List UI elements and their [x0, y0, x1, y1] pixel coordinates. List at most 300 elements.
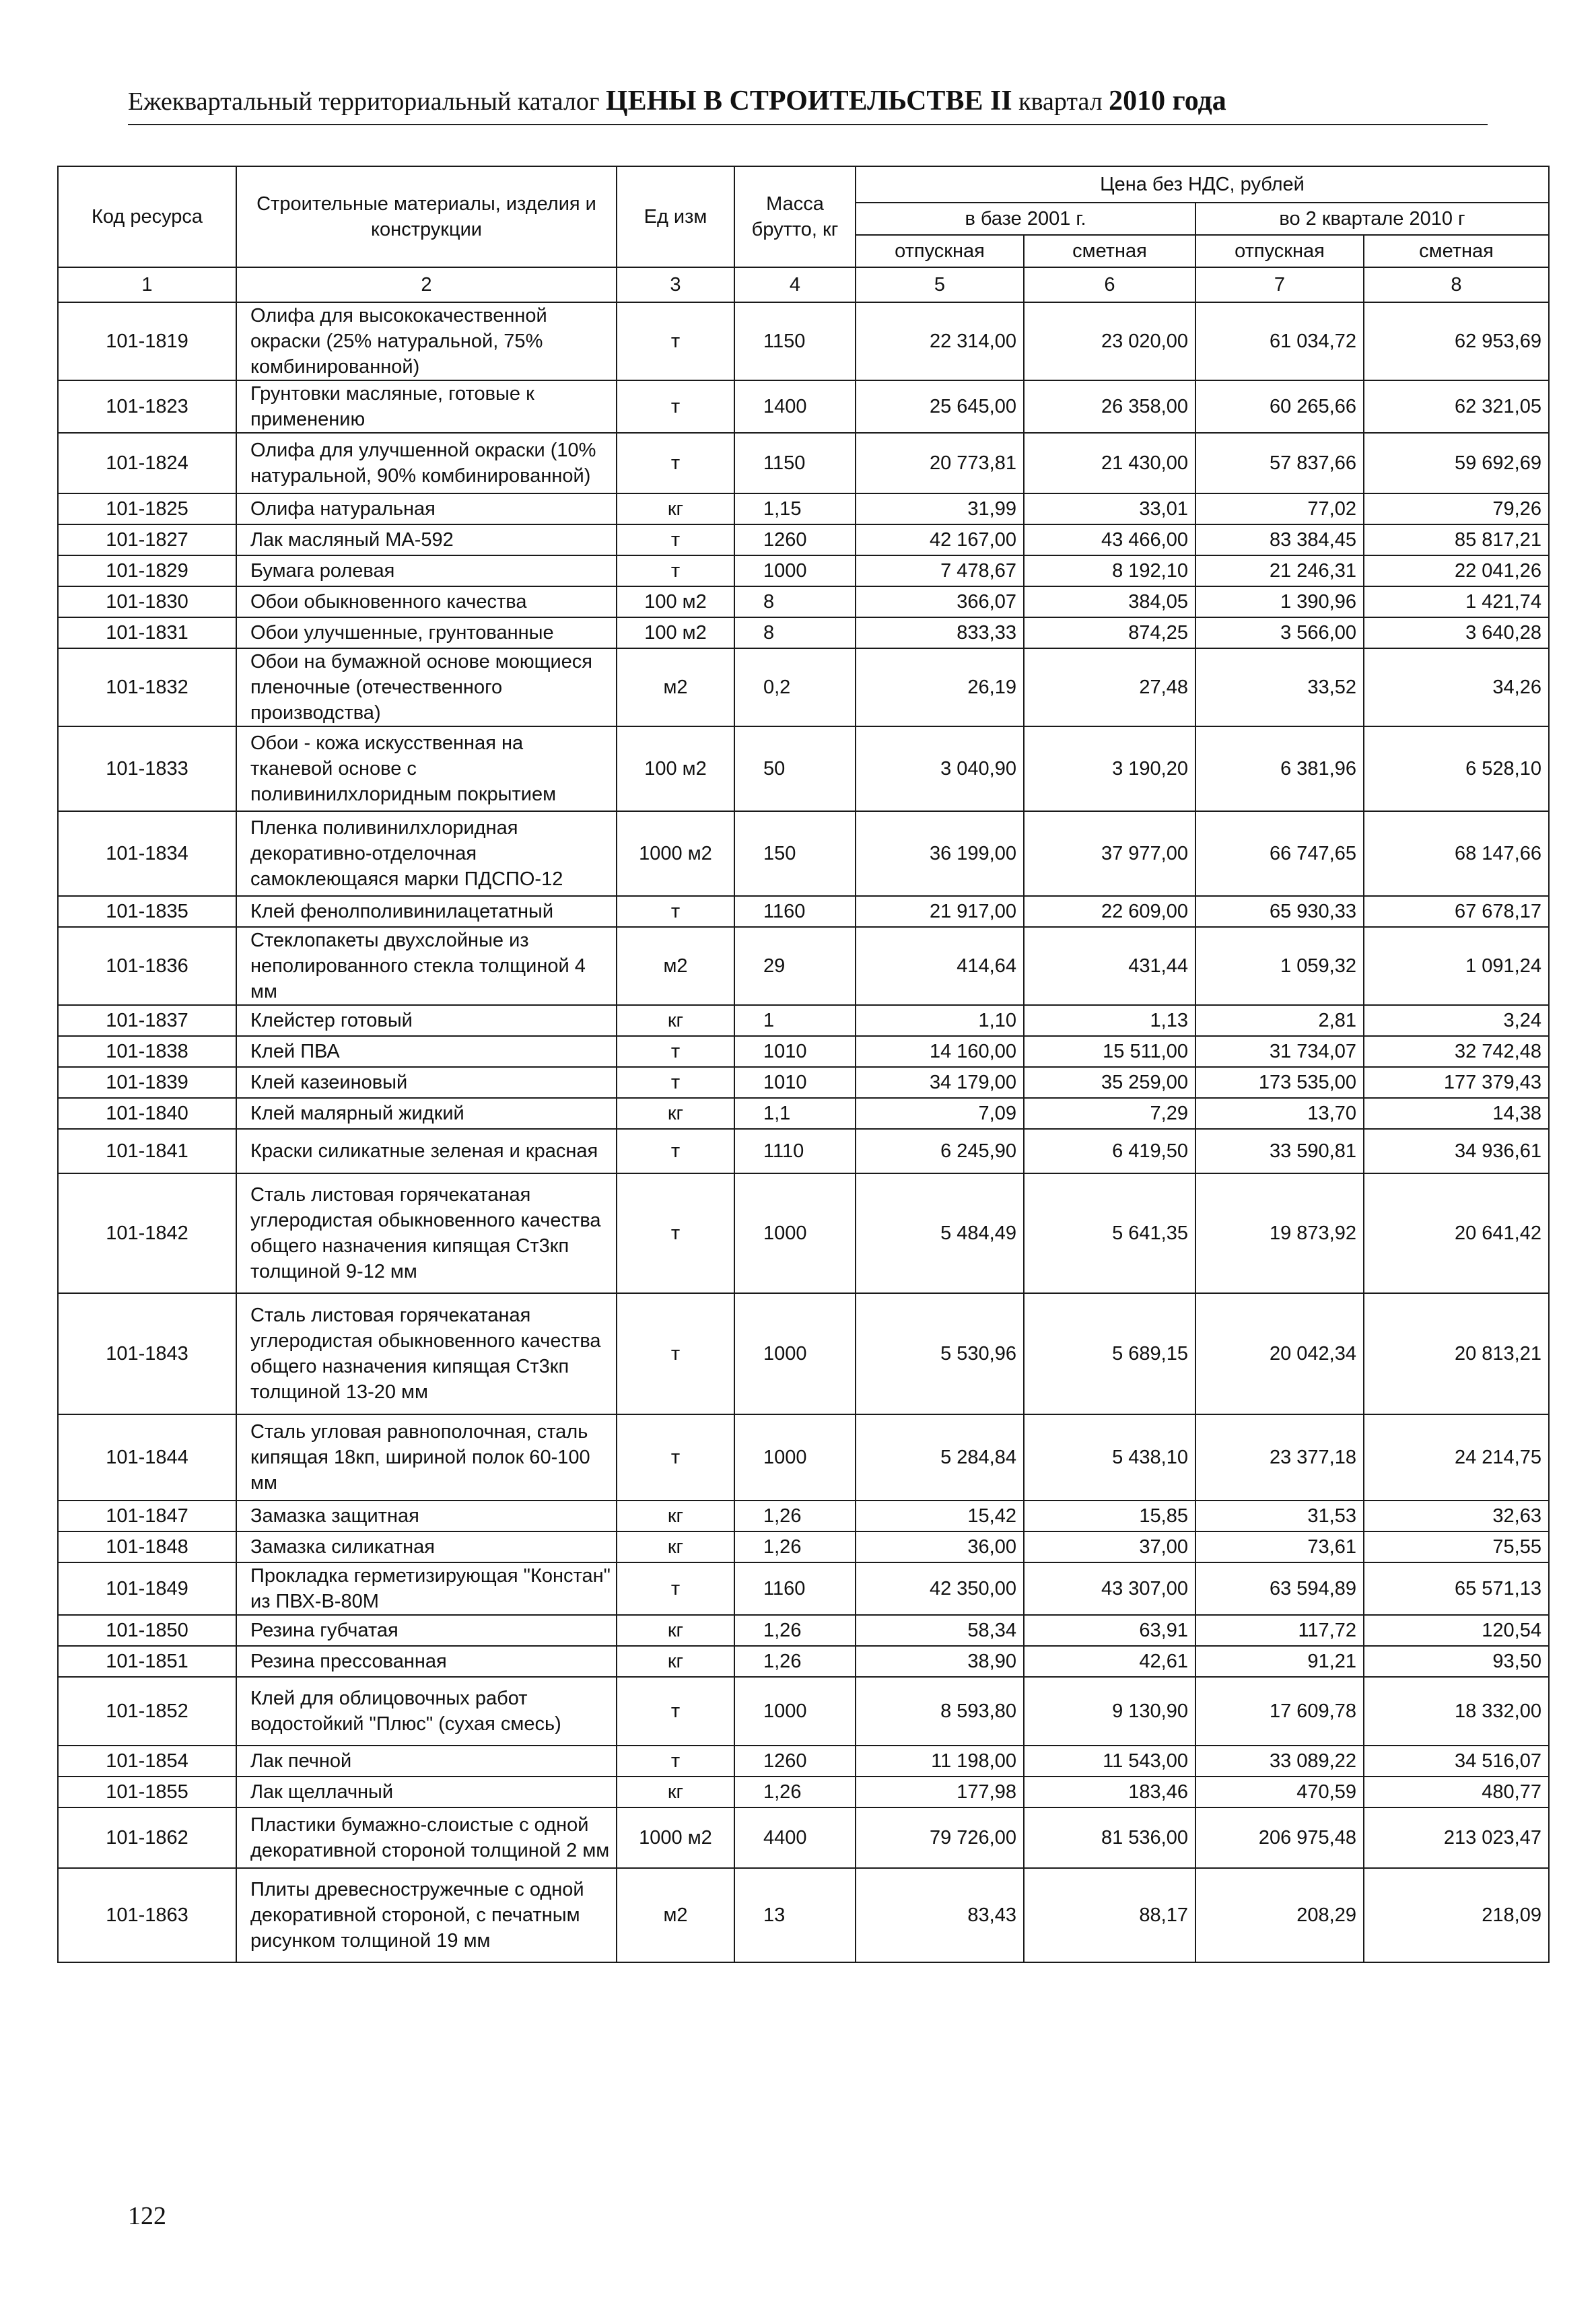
table-row [58, 524, 1549, 555]
row-material-name: Обои обыкновенного качества [236, 586, 617, 617]
table-row [58, 1005, 1549, 1036]
row-price-wholesale-2010: 206 975,48 [1195, 1807, 1364, 1868]
row-code: 101-1831 [58, 617, 236, 648]
row-price-wholesale-2010: 20 042,34 [1195, 1293, 1364, 1414]
row-price-estimate-2001: 42,61 [1024, 1646, 1195, 1677]
row-price-wholesale-2010: 1 059,32 [1195, 927, 1364, 1005]
row-unit: т [617, 896, 734, 927]
row-code: 101-1839 [58, 1067, 236, 1098]
row-unit: т [617, 1129, 734, 1173]
column-number: 7 [1195, 267, 1364, 302]
row-unit: т [617, 524, 734, 555]
row-mass: 1260 [734, 1746, 856, 1777]
row-price-wholesale-2010: 208,29 [1195, 1868, 1364, 1962]
row-price-wholesale-2001: 20 773,81 [856, 433, 1024, 493]
row-price-estimate-2001: 431,44 [1024, 927, 1195, 1005]
row-code: 101-1855 [58, 1777, 236, 1807]
col-header-unit: Ед изм [617, 166, 734, 267]
row-price-estimate-2001: 33,01 [1024, 493, 1195, 524]
row-code: 101-1854 [58, 1746, 236, 1777]
row-mass: 1150 [734, 302, 856, 380]
header-plain-text: Ежеквартальный территориальный каталог [128, 88, 600, 116]
column-number: 5 [856, 267, 1024, 302]
row-unit: 1000 м2 [617, 811, 734, 896]
row-price-estimate-2001: 5 438,10 [1024, 1414, 1195, 1501]
col-header-price-group: Цена без НДС, рублей [856, 166, 1549, 203]
table-row [58, 1677, 1549, 1746]
row-mass: 8 [734, 586, 856, 617]
row-material-name: Замазка силикатная [236, 1531, 617, 1562]
row-price-wholesale-2001: 11 198,00 [856, 1746, 1024, 1777]
row-unit: т [617, 1293, 734, 1414]
row-mass: 150 [734, 811, 856, 896]
column-number-row [58, 267, 1549, 302]
row-price-wholesale-2010: 1 390,96 [1195, 586, 1364, 617]
row-unit: м2 [617, 927, 734, 1005]
row-price-wholesale-2010: 6 381,96 [1195, 726, 1364, 811]
row-price-wholesale-2001: 38,90 [856, 1646, 1024, 1677]
row-price-wholesale-2001: 177,98 [856, 1777, 1024, 1807]
row-price-estimate-2010: 75,55 [1364, 1531, 1549, 1562]
row-price-wholesale-2010: 61 034,72 [1195, 302, 1364, 380]
table-row [58, 1777, 1549, 1807]
row-price-wholesale-2010: 63 594,89 [1195, 1562, 1364, 1615]
row-material-name: Плиты древесностружечные с одной декоративной стороной, с печатным рисунком толщиной 19 мм [236, 1868, 617, 1962]
row-material-name: Клей казеиновый [236, 1067, 617, 1098]
table-row [58, 555, 1549, 586]
row-code: 101-1834 [58, 811, 236, 896]
row-price-wholesale-2001: 414,64 [856, 927, 1024, 1005]
row-price-estimate-2001: 35 259,00 [1024, 1067, 1195, 1098]
row-price-wholesale-2010: 17 609,78 [1195, 1677, 1364, 1746]
row-material-name: Клейстер готовый [236, 1005, 617, 1036]
table-row [58, 1129, 1549, 1173]
row-material-name: Замазка защитная [236, 1501, 617, 1531]
row-price-estimate-2001: 1,13 [1024, 1005, 1195, 1036]
row-price-estimate-2010: 22 041,26 [1364, 555, 1549, 586]
row-price-wholesale-2001: 58,34 [856, 1615, 1024, 1646]
table-row [58, 617, 1549, 648]
row-price-wholesale-2001: 25 645,00 [856, 380, 1024, 433]
row-material-name: Обои на бумажной основе моющиеся пленочные (отечественного производства) [236, 648, 617, 726]
row-material-name: Сталь угловая равнополочная, сталь кипящая 18кп, шириной полок 60-100 мм [236, 1414, 617, 1501]
page-number: 122 [128, 2202, 166, 2230]
row-price-wholesale-2001: 5 484,49 [856, 1173, 1024, 1293]
row-code: 101-1849 [58, 1562, 236, 1615]
row-price-wholesale-2001: 34 179,00 [856, 1067, 1024, 1098]
row-price-estimate-2010: 120,54 [1364, 1615, 1549, 1646]
table-row [58, 726, 1549, 811]
row-material-name: Стеклопакеты двухслойные из неполированного стекла толщиной 4 мм [236, 927, 617, 1005]
row-price-estimate-2010: 32,63 [1364, 1501, 1549, 1531]
row-price-wholesale-2010: 33 590,81 [1195, 1129, 1364, 1173]
row-code: 101-1862 [58, 1807, 236, 1868]
row-price-estimate-2001: 15,85 [1024, 1501, 1195, 1531]
row-unit: 1000 м2 [617, 1807, 734, 1868]
row-mass: 1010 [734, 1036, 856, 1067]
row-code: 101-1847 [58, 1501, 236, 1531]
row-price-estimate-2010: 18 332,00 [1364, 1677, 1549, 1746]
row-unit: кг [617, 1531, 734, 1562]
row-code: 101-1827 [58, 524, 236, 555]
table-row [58, 1807, 1549, 1868]
row-code: 101-1833 [58, 726, 236, 811]
row-code: 101-1850 [58, 1615, 236, 1646]
row-price-wholesale-2010: 3 566,00 [1195, 617, 1364, 648]
row-price-wholesale-2010: 57 837,66 [1195, 433, 1364, 493]
row-code: 101-1832 [58, 648, 236, 726]
row-price-estimate-2010: 65 571,13 [1364, 1562, 1549, 1615]
table-row [58, 811, 1549, 896]
row-material-name: Прокладка герметизирующая "Констан" из ПВХ-В-80М [236, 1562, 617, 1615]
row-mass: 1400 [734, 380, 856, 433]
row-material-name: Краски силикатные зеленая и красная [236, 1129, 617, 1173]
row-code: 101-1840 [58, 1098, 236, 1129]
row-material-name: Пленка поливинилхлоридная декоративно-отделочная самоклеющаяся марки ПДСПО-12 [236, 811, 617, 896]
row-mass: 1260 [734, 524, 856, 555]
table-row [58, 1615, 1549, 1646]
col-header-estimate-2001: сметная [1024, 235, 1195, 267]
row-price-wholesale-2001: 22 314,00 [856, 302, 1024, 380]
row-code: 101-1851 [58, 1646, 236, 1677]
row-price-wholesale-2010: 65 930,33 [1195, 896, 1364, 927]
row-unit: кг [617, 1098, 734, 1129]
row-price-estimate-2010: 79,26 [1364, 493, 1549, 524]
row-price-wholesale-2001: 83,43 [856, 1868, 1024, 1962]
row-unit: кг [617, 1646, 734, 1677]
table-row [58, 648, 1549, 726]
row-unit: м2 [617, 1868, 734, 1962]
row-price-wholesale-2010: 33,52 [1195, 648, 1364, 726]
row-code: 101-1844 [58, 1414, 236, 1501]
table-row [58, 896, 1549, 927]
row-mass: 1,26 [734, 1531, 856, 1562]
column-number: 4 [734, 267, 856, 302]
row-price-estimate-2001: 5 641,35 [1024, 1173, 1195, 1293]
table-row [58, 1414, 1549, 1501]
row-code: 101-1863 [58, 1868, 236, 1962]
row-price-wholesale-2001: 8 593,80 [856, 1677, 1024, 1746]
row-price-estimate-2001: 88,17 [1024, 1868, 1195, 1962]
row-price-estimate-2001: 26 358,00 [1024, 380, 1195, 433]
col-header-mass: Масса брутто, кг [734, 166, 856, 267]
row-code: 101-1848 [58, 1531, 236, 1562]
row-price-wholesale-2010: 73,61 [1195, 1531, 1364, 1562]
row-unit: 100 м2 [617, 617, 734, 648]
row-unit: т [617, 1414, 734, 1501]
row-material-name: Резина прессованная [236, 1646, 617, 1677]
row-price-estimate-2001: 15 511,00 [1024, 1036, 1195, 1067]
row-price-wholesale-2001: 15,42 [856, 1501, 1024, 1531]
row-price-estimate-2001: 6 419,50 [1024, 1129, 1195, 1173]
row-code: 101-1825 [58, 493, 236, 524]
col-header-q2-2010: во 2 квартале 2010 г [1195, 203, 1549, 235]
row-price-estimate-2010: 20 641,42 [1364, 1173, 1549, 1293]
row-price-wholesale-2001: 6 245,90 [856, 1129, 1024, 1173]
row-price-estimate-2010: 68 147,66 [1364, 811, 1549, 896]
row-code: 101-1829 [58, 555, 236, 586]
row-price-estimate-2010: 24 214,75 [1364, 1414, 1549, 1501]
row-price-wholesale-2001: 31,99 [856, 493, 1024, 524]
row-unit: кг [617, 1501, 734, 1531]
row-price-wholesale-2010: 77,02 [1195, 493, 1364, 524]
row-price-estimate-2001: 5 689,15 [1024, 1293, 1195, 1414]
row-price-wholesale-2001: 42 350,00 [856, 1562, 1024, 1615]
row-price-wholesale-2001: 42 167,00 [856, 524, 1024, 555]
row-material-name: Олифа для высококачественной окраски (25% натуральной, 75% комбинированной) [236, 302, 617, 380]
row-price-estimate-2001: 27,48 [1024, 648, 1195, 726]
row-price-estimate-2001: 43 307,00 [1024, 1562, 1195, 1615]
row-material-name: Грунтовки масляные, готовые к применению [236, 380, 617, 433]
row-mass: 50 [734, 726, 856, 811]
column-number: 1 [58, 267, 236, 302]
row-price-wholesale-2001: 26,19 [856, 648, 1024, 726]
row-price-estimate-2001: 23 020,00 [1024, 302, 1195, 380]
row-unit: т [617, 1067, 734, 1098]
row-mass: 1,1 [734, 1098, 856, 1129]
row-price-estimate-2010: 34 936,61 [1364, 1129, 1549, 1173]
row-price-estimate-2001: 384,05 [1024, 586, 1195, 617]
row-code: 101-1838 [58, 1036, 236, 1067]
row-material-name: Олифа натуральная [236, 493, 617, 524]
row-price-estimate-2010: 20 813,21 [1364, 1293, 1549, 1414]
row-price-wholesale-2001: 36,00 [856, 1531, 1024, 1562]
col-header-estimate-2010: сметная [1364, 235, 1549, 267]
table-head [58, 166, 1549, 302]
row-mass: 1,26 [734, 1777, 856, 1807]
row-price-wholesale-2010: 21 246,31 [1195, 555, 1364, 586]
row-code: 101-1830 [58, 586, 236, 617]
row-price-estimate-2001: 183,46 [1024, 1777, 1195, 1807]
row-price-wholesale-2010: 23 377,18 [1195, 1414, 1364, 1501]
row-mass: 1,26 [734, 1646, 856, 1677]
row-material-name: Олифа для улучшенной окраски (10% натуральной, 90% комбинированной) [236, 433, 617, 493]
table-row [58, 433, 1549, 493]
row-mass: 1000 [734, 1293, 856, 1414]
row-price-estimate-2001: 11 543,00 [1024, 1746, 1195, 1777]
table-row [58, 1868, 1549, 1962]
row-price-wholesale-2001: 5 284,84 [856, 1414, 1024, 1501]
row-price-wholesale-2010: 13,70 [1195, 1098, 1364, 1129]
row-price-wholesale-2010: 83 384,45 [1195, 524, 1364, 555]
row-code: 101-1835 [58, 896, 236, 927]
row-mass: 1 [734, 1005, 856, 1036]
row-unit: т [617, 380, 734, 433]
row-price-estimate-2010: 3 640,28 [1364, 617, 1549, 648]
row-unit: м2 [617, 648, 734, 726]
row-price-wholesale-2001: 5 530,96 [856, 1293, 1024, 1414]
table-row [58, 1067, 1549, 1098]
row-material-name: Лак печной [236, 1746, 617, 1777]
row-price-estimate-2001: 37,00 [1024, 1531, 1195, 1562]
table-row [58, 1501, 1549, 1531]
row-material-name: Лак масляный МА-592 [236, 524, 617, 555]
row-code: 101-1842 [58, 1173, 236, 1293]
row-mass: 4400 [734, 1807, 856, 1868]
col-header-wholesale-2001: отпускная [856, 235, 1024, 267]
column-number: 6 [1024, 267, 1195, 302]
header-quarter-word: квартал [1012, 88, 1109, 116]
row-material-name: Сталь листовая горячекатаная углеродистая обыкновенного качества общего назначения кипящая Ст3кп толщиной 13-20 мм [236, 1293, 617, 1414]
header-catalog-title: ЦЕНЫ В СТРОИТЕЛЬСТВЕ II [605, 85, 1012, 116]
column-number: 8 [1364, 267, 1549, 302]
col-header-name: Строительные материалы, изделия и конструкции [236, 166, 617, 267]
row-mass: 0,2 [734, 648, 856, 726]
table-row [58, 1173, 1549, 1293]
header-rule [128, 124, 1488, 125]
row-price-estimate-2001: 37 977,00 [1024, 811, 1195, 896]
row-price-wholesale-2001: 79 726,00 [856, 1807, 1024, 1868]
table-row [58, 302, 1549, 380]
row-price-estimate-2010: 177 379,43 [1364, 1067, 1549, 1098]
row-mass: 1010 [734, 1067, 856, 1098]
table-row [58, 1646, 1549, 1677]
row-mass: 1,15 [734, 493, 856, 524]
row-price-wholesale-2001: 3 040,90 [856, 726, 1024, 811]
row-unit: кг [617, 493, 734, 524]
row-price-wholesale-2010: 117,72 [1195, 1615, 1364, 1646]
price-table [57, 166, 1550, 1963]
row-price-estimate-2001: 22 609,00 [1024, 896, 1195, 927]
row-price-estimate-2010: 218,09 [1364, 1868, 1549, 1962]
row-mass: 1,26 [734, 1615, 856, 1646]
row-price-estimate-2001: 874,25 [1024, 617, 1195, 648]
row-mass: 1160 [734, 896, 856, 927]
table-row [58, 493, 1549, 524]
col-header-base-2001: в базе 2001 г. [856, 203, 1195, 235]
row-unit: т [617, 1173, 734, 1293]
row-code: 101-1824 [58, 433, 236, 493]
row-price-wholesale-2001: 7 478,67 [856, 555, 1024, 586]
row-price-wholesale-2001: 7,09 [856, 1098, 1024, 1129]
row-unit: т [617, 1562, 734, 1615]
row-unit: т [617, 433, 734, 493]
row-unit: 100 м2 [617, 586, 734, 617]
row-price-estimate-2001: 7,29 [1024, 1098, 1195, 1129]
row-price-wholesale-2010: 19 873,92 [1195, 1173, 1364, 1293]
row-mass: 1000 [734, 1414, 856, 1501]
row-mass: 1110 [734, 1129, 856, 1173]
row-price-estimate-2010: 6 528,10 [1364, 726, 1549, 811]
row-mass: 13 [734, 1868, 856, 1962]
row-price-wholesale-2001: 36 199,00 [856, 811, 1024, 896]
column-number: 2 [236, 267, 617, 302]
row-price-estimate-2001: 81 536,00 [1024, 1807, 1195, 1868]
row-price-estimate-2010: 62 321,05 [1364, 380, 1549, 433]
row-price-estimate-2001: 8 192,10 [1024, 555, 1195, 586]
row-code: 101-1819 [58, 302, 236, 380]
row-price-estimate-2001: 43 466,00 [1024, 524, 1195, 555]
row-material-name: Клей ПВА [236, 1036, 617, 1067]
table-row [58, 1746, 1549, 1777]
table-row [58, 1293, 1549, 1414]
table-row [58, 1036, 1549, 1067]
row-price-estimate-2001: 21 430,00 [1024, 433, 1195, 493]
row-price-wholesale-2001: 21 917,00 [856, 896, 1024, 927]
row-code: 101-1843 [58, 1293, 236, 1414]
row-mass: 29 [734, 927, 856, 1005]
row-price-estimate-2010: 1 091,24 [1364, 927, 1549, 1005]
row-unit: 100 м2 [617, 726, 734, 811]
row-material-name: Пластики бумажно-слоистые с одной декоративной стороной толщиной 2 мм [236, 1807, 617, 1868]
row-price-wholesale-2010: 470,59 [1195, 1777, 1364, 1807]
row-price-wholesale-2010: 60 265,66 [1195, 380, 1364, 433]
table-row [58, 380, 1549, 433]
row-price-wholesale-2010: 173 535,00 [1195, 1067, 1364, 1098]
row-price-estimate-2010: 93,50 [1364, 1646, 1549, 1677]
row-price-wholesale-2001: 366,07 [856, 586, 1024, 617]
row-price-wholesale-2001: 14 160,00 [856, 1036, 1024, 1067]
row-price-wholesale-2001: 1,10 [856, 1005, 1024, 1036]
row-price-estimate-2010: 32 742,48 [1364, 1036, 1549, 1067]
row-mass: 1000 [734, 555, 856, 586]
col-header-code: Код ресурса [58, 166, 236, 267]
row-unit: т [617, 1036, 734, 1067]
row-price-estimate-2010: 3,24 [1364, 1005, 1549, 1036]
row-material-name: Обои - кожа искусственная на тканевой основе с поливинилхлоридным покрытием [236, 726, 617, 811]
row-code: 101-1852 [58, 1677, 236, 1746]
row-price-estimate-2010: 14,38 [1364, 1098, 1549, 1129]
row-mass: 1000 [734, 1173, 856, 1293]
table-row [58, 586, 1549, 617]
row-material-name: Обои улучшенные, грунтованные [236, 617, 617, 648]
row-price-estimate-2001: 63,91 [1024, 1615, 1195, 1646]
row-price-estimate-2010: 480,77 [1364, 1777, 1549, 1807]
row-material-name: Клей для облицовочных работ водостойкий "Плюс" (сухая смесь) [236, 1677, 617, 1746]
row-mass: 1,26 [734, 1501, 856, 1531]
row-price-wholesale-2010: 33 089,22 [1195, 1746, 1364, 1777]
running-header [128, 85, 1488, 117]
row-unit: кг [617, 1615, 734, 1646]
row-mass: 8 [734, 617, 856, 648]
table-row [58, 1098, 1549, 1129]
row-price-estimate-2010: 34 516,07 [1364, 1746, 1549, 1777]
row-unit: т [617, 555, 734, 586]
header-year: 2010 года [1109, 85, 1226, 116]
row-material-name: Лак щеллачный [236, 1777, 617, 1807]
row-price-wholesale-2001: 833,33 [856, 617, 1024, 648]
row-price-estimate-2010: 85 817,21 [1364, 524, 1549, 555]
row-code: 101-1836 [58, 927, 236, 1005]
row-unit: кг [617, 1777, 734, 1807]
row-price-estimate-2001: 3 190,20 [1024, 726, 1195, 811]
row-unit: т [617, 302, 734, 380]
row-material-name: Сталь листовая горячекатаная углеродистая обыкновенного качества общего назначения кипящая Ст3кп толщиной 9-12 мм [236, 1173, 617, 1293]
row-price-estimate-2010: 59 692,69 [1364, 433, 1549, 493]
column-number: 3 [617, 267, 734, 302]
row-code: 101-1841 [58, 1129, 236, 1173]
row-mass: 1150 [734, 433, 856, 493]
row-price-wholesale-2010: 91,21 [1195, 1646, 1364, 1677]
row-material-name: Клей фенолполивинилацетатный [236, 896, 617, 927]
row-code: 101-1837 [58, 1005, 236, 1036]
row-price-estimate-2010: 213 023,47 [1364, 1807, 1549, 1868]
row-price-estimate-2010: 1 421,74 [1364, 586, 1549, 617]
row-material-name: Бумага ролевая [236, 555, 617, 586]
row-price-estimate-2010: 62 953,69 [1364, 302, 1549, 380]
row-mass: 1000 [734, 1677, 856, 1746]
row-material-name: Резина губчатая [236, 1615, 617, 1646]
row-code: 101-1823 [58, 380, 236, 433]
row-unit: т [617, 1746, 734, 1777]
row-price-estimate-2010: 67 678,17 [1364, 896, 1549, 927]
row-mass: 1160 [734, 1562, 856, 1615]
row-price-wholesale-2010: 31,53 [1195, 1501, 1364, 1531]
table-row [58, 1531, 1549, 1562]
row-price-wholesale-2010: 31 734,07 [1195, 1036, 1364, 1067]
table-row [58, 927, 1549, 1005]
table-body [58, 302, 1549, 1962]
